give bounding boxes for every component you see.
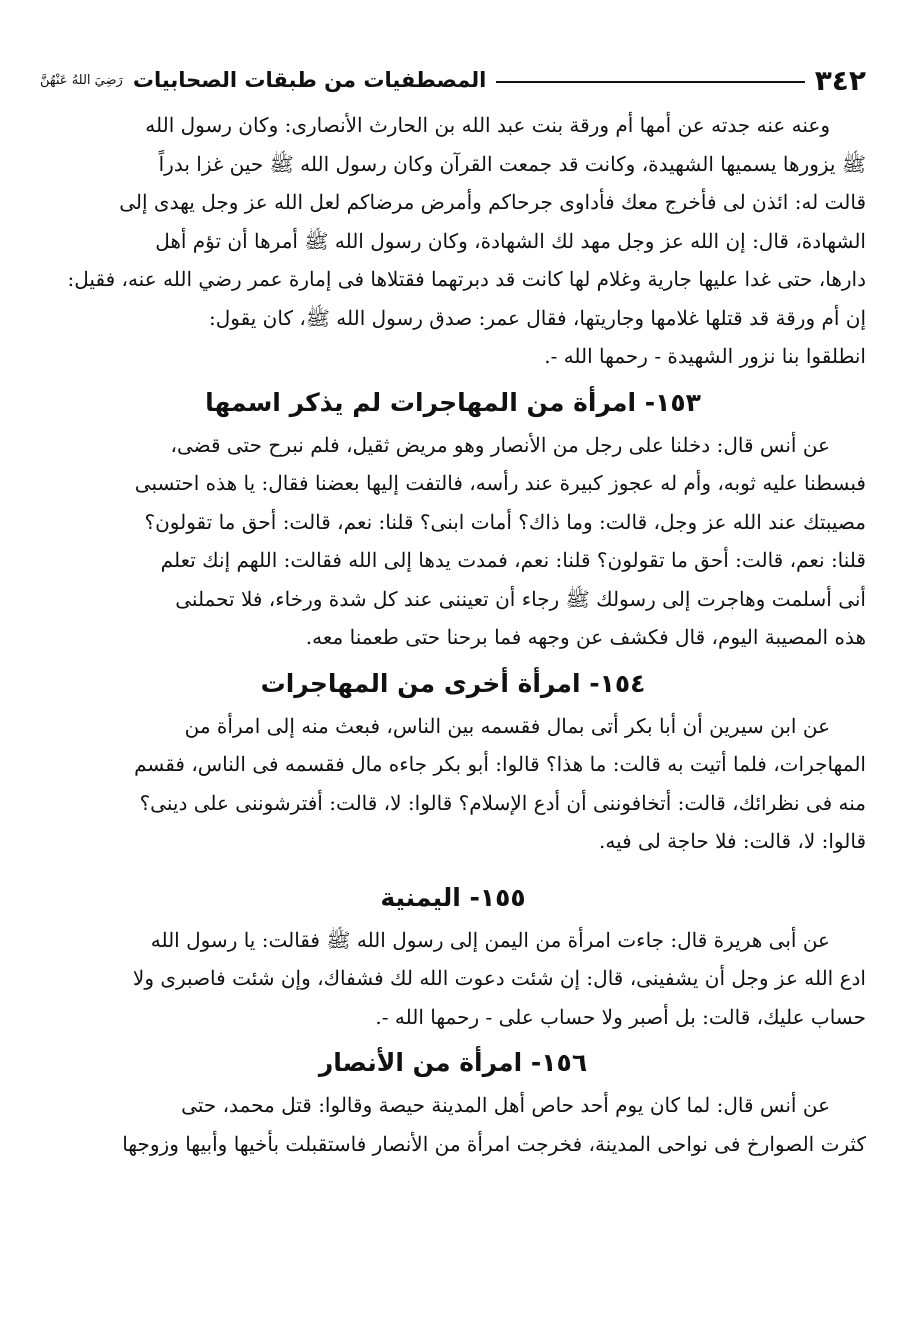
section-heading-text: ١٥٥- اليمنية (380, 882, 526, 912)
paragraph-154 (40, 707, 866, 861)
text-line: ادع الله عز وجل أن يشفينى، قال: إن شئت دعوت الله لك فشفاك، وإن شئت فاصبرى ولا (132, 966, 866, 990)
text-line: ﷺ يزورها يسميها الشهيدة، وكانت قد جمعت القرآن وكان رسول الله ﷺ حين غزا بدراً (158, 151, 866, 176)
text-line: أنى أسلمت وهاجرت إلى رسولك ﷺ رجاء أن تعيننى عند كل شدة ورخاء، فلا تحملنى (175, 586, 866, 611)
section-heading-153 (40, 380, 866, 426)
text-line: عن أنس قال: لما كان يوم أحد حاص أهل المدينة حيصة وقالوا: قتل محمد، حتى (181, 1093, 830, 1117)
section-heading-text: ١٥٣- امرأة من المهاجرات لم يذكر اسمها (205, 387, 701, 417)
page-header (40, 62, 866, 98)
text-line: حساب عليك، قالت: بل أصبر ولا حساب على - رحمها الله -. (375, 1004, 866, 1029)
text-line: كثرت الصوارخ فى نواحى المدينة، فخرجت امرأة من الأنصار فاستقبلت بأخيها وأبيها وزوجها (122, 1131, 866, 1156)
paragraph-155 (40, 921, 866, 1037)
text-line: هذه المصيبة اليوم، قال فكشف عن وجهه فما برحنا حتى طعمنا معه. (305, 625, 866, 649)
text-line: قالوا: لا، قالت: فلا حاجة لى فيه. (599, 829, 866, 853)
text-line: عن ابن سيرين أن أبا بكر أتى بمال فقسمه بين الناس، فبعث منه إلى امرأة من (184, 713, 830, 738)
text-line: مصيبتك عند الله عز وجل، قالت: وما ذاك؟ أمات ابنى؟ قلنا: نعم، قالت: أحق ما تقولون؟ (144, 509, 866, 534)
section-heading-156 (40, 1040, 866, 1086)
book-page (40, 62, 866, 1163)
running-title: المصطفيات من طبقات الصحابيات (132, 68, 487, 92)
text-line: دارها، حتى غدا عليها جارية وغلام لها كانت قد دبرتهما فقتلاها فى إمارة عمر رضي الله عنه، فقيل: (67, 267, 866, 291)
text-line: إن أم ورقة قد قتلها غلامها وجاريتها، فقال عمر: صدق رسول الله ﷺ، كان يقول: (209, 305, 866, 330)
text-line: وعنه عنه جدته عن أمها أم ورقة بنت عبد الله بن الحارث الأنصارى: وكان رسول الله (145, 113, 830, 137)
paragraph-153 (40, 426, 866, 657)
text-line: المهاجرات، فلما أتيت به قالت: ما هذا؟ قالوا: أبو بكر جاءه مال فقسمه فى الناس، فقسم (134, 752, 866, 776)
text-line: الشهادة، قال: إن الله عز وجل مهد لك الشهادة، وكان رسول الله ﷺ أمرها أن تؤم أهل (155, 228, 866, 253)
section-heading-155 (40, 875, 866, 921)
section-heading-text: ١٥٤- امرأة أخرى من المهاجرات (260, 668, 646, 698)
text-line: عن أبى هريرة قال: جاءت امرأة من اليمن إلى رسول الله ﷺ فقالت: يا رسول الله (150, 927, 830, 952)
paragraph-156 (40, 1086, 866, 1163)
text-line: قالت له: ائذن لى فأخرج معك فأداوى جرحاكم وأمرض مرضاكم لعل الله عز وجل يهدى إلى (119, 190, 866, 214)
text-line: قلنا: نعم، قالت: أحق ما تقولون؟ قلنا: نعم، فمدت يدها إلى الله فقالت: اللهم إنك تعلم (160, 548, 866, 572)
page-number: ٣٤٢ (814, 63, 866, 97)
text-line: انطلقوا بنا نزور الشهيدة - رحمها الله -. (544, 344, 866, 368)
section-heading-text: ١٥٦- امرأة من الأنصار (318, 1048, 588, 1077)
section-heading-154 (40, 661, 866, 707)
honorific: رَضِيَ اللهُ عَنْهُنَّ (40, 72, 123, 88)
header-rule (496, 81, 804, 83)
text-line: منه فى نظرائك، قالت: أتخافوننى أن أدع الإسلام؟ قالوا: لا، قالت: أفترشوننى على دينى؟ (139, 790, 866, 815)
text-line: فبسطنا عليه ثوبه، وأم له عجوز كبيرة عند رأسه، فالتفت إليها بعضنا فقال: يا هذه احتسبى (134, 471, 866, 495)
paragraph-continuation (40, 106, 866, 376)
text-line: عن أنس قال: دخلنا على رجل من الأنصار وهو مريض ثقيل، فلم نبرح حتى قضى، (170, 432, 830, 457)
